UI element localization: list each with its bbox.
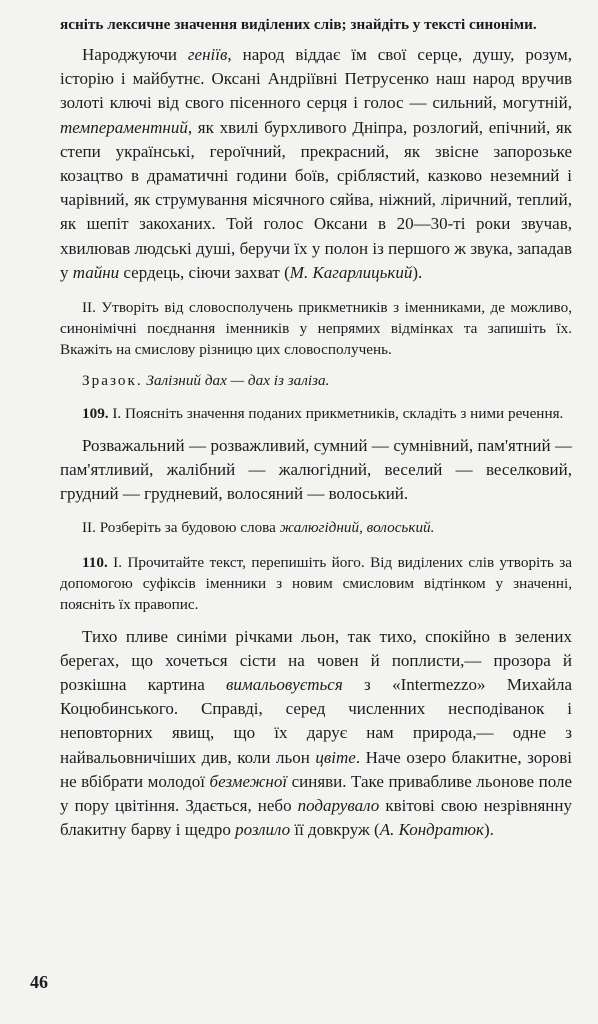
text-run: . Наче озеро блакитне, зорові не вбібрати молодої [60,747,572,791]
author-name: А. Кондратюк [379,820,484,840]
task-text: II. Утворіть від словосполучень прикметників з іменниками, де можливо, синонімічні поєднання іменників у непрямих відмінках та запишіть їх. Вкажіть на смислову різницю цих словосполучень. [60,299,572,359]
text-run: Тихо пливе синіми річками льон, так тихо, спокійно в зелених берегах, що хочеться сісти на човен й поплисти,— прозора й розкішна картина [60,626,572,695]
text-run: , як хвилі бурхливого Дніпра, розлогий, епічний, як степи українські, героїчний, прекрасний, як звісне запорозьке козацтво в драматичні години боїв, сріблястий, казково неземний і чарівний, як струмування місячного сяйва, ніжний, ліричний, теплий, як шепіт закоханих. Той голос Оксани в 20—30-ті роки звучав, хвилював людські душі, беручи їх у полон із першого ж звука, западав у [60,117,572,282]
task-paragraph [60,517,572,538]
text-run: , народ віддає їм свої серце, душу, розум, історію і майбутнє. Оксані Андріївні Петрусенко наш народ вручив золоті ключі від свого пісенного серця і голос — сильний, могутній, [60,45,572,113]
text-run: її довкруж ( [290,820,380,840]
highlighted-word: тайни [72,262,120,282]
text-run: квітові свою незрівнянну блакитну барву і щедро [60,796,572,840]
exercise-110 [60,552,572,615]
task-text: I. Прочитайте текст, перепишіть його. Від виділених слів утворіть за допомогою суфіксів іменники з новим смисловим відтінком у значенні, поясніть їх правопис. [60,553,572,613]
example-paragraph [60,370,572,391]
text-run: сердець, сіючи захват ( [119,262,290,282]
task-text: II. Розберіть за будовою слова [82,518,280,536]
page-number: 46 [30,972,48,992]
page-content [60,14,572,842]
exercise-109 [60,403,572,424]
text-run: з «Intermezzo» Михайла Коцюбинського. Справді, серед численних несподіванок і неповторних явищ, що їх дарує нам природа,— одне з найвальовничіших див, коли льон [60,675,572,767]
exercise-number: 110. [82,553,108,571]
highlighted-word: геніїв [187,45,228,64]
exercise-number: 109. [82,405,109,423]
highlighted-word: вимальовується [226,675,343,695]
task-paragraph [60,297,572,360]
author-name: М. Кагарлицький [289,262,413,282]
task-continuation [60,14,572,35]
text-run: Народжуючи [82,45,188,64]
example-label: Зразок. [82,372,143,390]
task-text: ясніть лексичне значення виділених слів; знайдіть у тексті синоніми. [60,16,537,33]
highlighted-word: темпераментний [60,117,188,137]
text-run: ). [483,820,494,840]
flax-paragraph [60,625,572,843]
highlighted-word: цвіте [315,747,356,767]
highlighted-word: жалюгідний, волоський. [279,518,435,536]
quote-paragraph [60,43,572,285]
highlighted-word: безмежної [209,771,288,791]
text-run: ). [412,262,423,282]
example-text: Залізний дах — дах із заліза. [142,372,330,390]
text-run: Розважальний — розважливий, сумний — сумнівний, пам'ятний — пам'ятливий, жалібний — жалюгідний, веселий — веселковий, грудний — грудневий, волосяний — волоський. [60,436,572,504]
highlighted-word: подарувало [297,796,380,816]
highlighted-word: розлило [235,820,291,840]
word-pairs-paragraph [60,434,572,507]
text-run: синяви. Таке привабливе льонове поле у пору цвітіння. Здається, небо [60,771,573,816]
task-text: I. Поясніть значення поданих прикметників, складіть з ними речення. [108,405,564,423]
